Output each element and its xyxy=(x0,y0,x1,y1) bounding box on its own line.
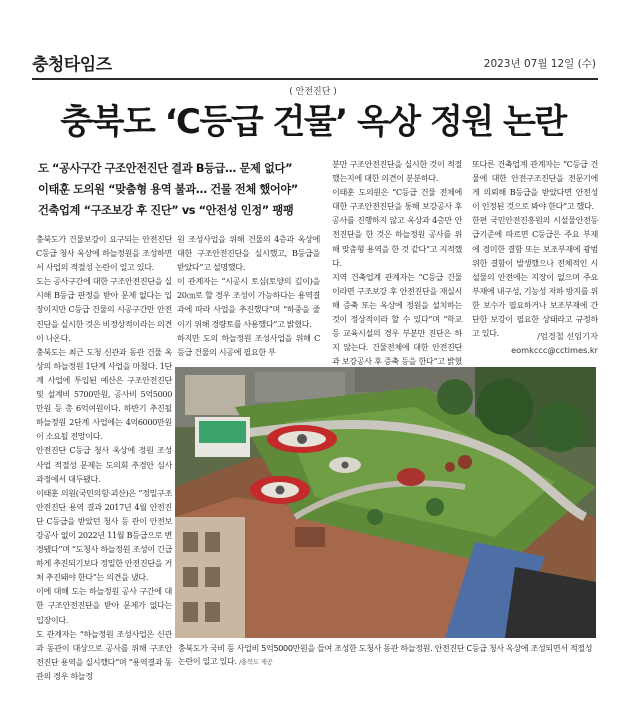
article-column-4 xyxy=(472,157,598,340)
byline xyxy=(511,329,598,357)
paragraph: 도 관계자는 “하늘정원 조성사업은 신관과 동관이 대상으로 공사를 위해 구조안전진단 용역을 실시했다”며 “용역결과 동관의 경우 하늘정 xyxy=(36,628,172,681)
reporter-email: eomkccc@cctimes.kr xyxy=(511,345,598,355)
paragraph: 도는 공사구간에 대한 구조안전진단을 실시해 B등급 판정을 받아 문제 없다는 입장이지만 C등급 건물의 시공구간만 안전진단을 실시한 것은 비정상적이라는 의견이 나온다. xyxy=(36,276,172,343)
paragraph: 하지만 도의 하늘정원 조성사업을 위해 C등급 건물의 시공에 필요한 부 xyxy=(177,332,320,357)
paragraph: 이에 대해 도는 하늘정원 공사 구간에 대한 구조안전진단을 받아 문제가 없다는 입장이다. xyxy=(36,586,172,625)
issue-date: 2023년 07월 12일 (수) xyxy=(483,58,596,70)
paragraph: 안전진단 C등급 청사 옥상에 정원 조성사업 적절성 문제는 도의회 추경안 심사과정에서 대두됐다. xyxy=(36,445,172,484)
article-column-1 xyxy=(36,232,172,683)
paragraph: 이태훈 도의원은 “C등급 건물 전체에 대한 구조안전진단을 통해 보강공사 후 공사를 진행하지 않고 옥상과 4층만 안전진단을 한 것은 하늘정원 공사를 위해 맞춤형 용역을 한 것 같다”고 지적했다. xyxy=(332,187,462,268)
photo-credit: /충북도 제공 xyxy=(238,658,273,666)
rooftop-garden-photo xyxy=(175,367,596,638)
article-column-2 xyxy=(177,232,320,359)
paragraph: 충북도가 건물보강이 요구되는 안전진단 C등급 청사 옥상에 하늘정원을 조성하면서 사업의 적절성 논란이 일고 있다. xyxy=(36,234,172,273)
reporter-name: /엄경철 선임기자 xyxy=(537,331,598,341)
masthead-divider xyxy=(32,78,598,80)
section-kicker: ( 안전진단 ) xyxy=(289,87,337,97)
paragraph: 이태훈 의원(국민의힘·괴산)은 “정밀구조안전진단 용역 결과 2017년 4월 안전진단 C등급을 받았던 청사 등 관이 안전보강공사 없이 2022년 11월 B등급으로 변경됐다”며 “도청사 하늘정원 조성이 긴급하게 추진되기보다 정밀한 안전진단을 거쳐 추진돼야 한다”는 의견을 냈다. xyxy=(36,487,172,583)
photo-caption xyxy=(178,642,598,669)
subheadline: 건축업계 “구조보강 후 진단” vs “안전성 인정” 팽팽 xyxy=(38,204,294,217)
paragraph: 한편 국민안전진흥원의 시설물안전등급기준에 따르면 C등급은 주요 부재에 경미한 결함 또는 보조부재에 광범위한 결함이 발생했으나 전체적인 시설물의 안전에는 지장이 없으며 주요부재에 내구성, 기능성 저하 방지를 위한 보수가 필요하거나 보조부재에 간단한 보강이 필요한 상태라고 규정하고 있다. xyxy=(472,215,598,339)
article-column-3 xyxy=(332,157,462,383)
paragraph: 충북도는 최근 도청 신관과 동관 건물 옥상의 하늘정원 1단계 사업을 마쳤다. 1단계 사업에 투입된 예산은 구조안전진단 및 설계비 5700만원, 공사비 5억5000만원 등 총 6억여원이다. 하반기 추진될 하늘정원 2단계 사업에는 4억6000만원이 소요될 전망이다. xyxy=(36,346,172,442)
paragraph: 지역 건축업계 관계자는 “C등급 건물이라면 구조보강 후 안전진단을 재실시해 증축 또는 옥상에 정원을 설치하는 것이 정상적이라 할 수 있다”며 “학교 등 교육시설의 경우 부분만 진단은 하지 않는다. 건물전체에 대한 안전진단과 보강공사 후 증축 등을 한다”고 밝혔 xyxy=(332,271,462,367)
subheadlines xyxy=(38,158,328,221)
newspaper-masthead: 충청타임즈 xyxy=(32,55,112,75)
paragraph: 원 조성사업을 위해 건물의 4층과 옥상에 대한 구조안전진단을 실시했고, B등급을 받았다”고 설명했다. xyxy=(177,234,320,273)
paragraph: 분만 구조안전진단을 실시한 것이 적절했는지에 대한 의견이 분분하다. xyxy=(332,159,462,184)
subheadline: 이태훈 도의원 “맞춤형 용역 불과… 건물 전체 했어야” xyxy=(38,183,298,196)
paragraph: 또다른 건축업계 관계자는 “C등급 건물에 대한 안전구조진단을 전문기에게 의뢰해 B등급을 받았다면 안전성이 인정된 것으로 봐야 한다”고 했다. xyxy=(472,159,598,212)
article-headline: 충북도 ‘C등급 건물’ 옥상 정원 논란 xyxy=(60,102,566,142)
caption-text: 충북도가 국비 등 사업비 5억5000만원을 들여 조성한 도청사 동관 하늘정원. 안전진단 C등급 청사 옥상에 조성되면서 적절성 논란이 일고 있다. xyxy=(178,644,593,666)
subheadline: 도 “공사구간 구조안전진단 결과 B등급… 문제 없다” xyxy=(38,162,293,175)
paragraph: 이 관계자는 “시공시 토심(토양의 깊이)을 20㎝로 할 경우 조성이 가능하다는 용역결과에 따라 사업을 추진했다”며 “하중을 줄이기 위해 경량토를 사용했다”고 밝혔다. xyxy=(177,276,320,329)
